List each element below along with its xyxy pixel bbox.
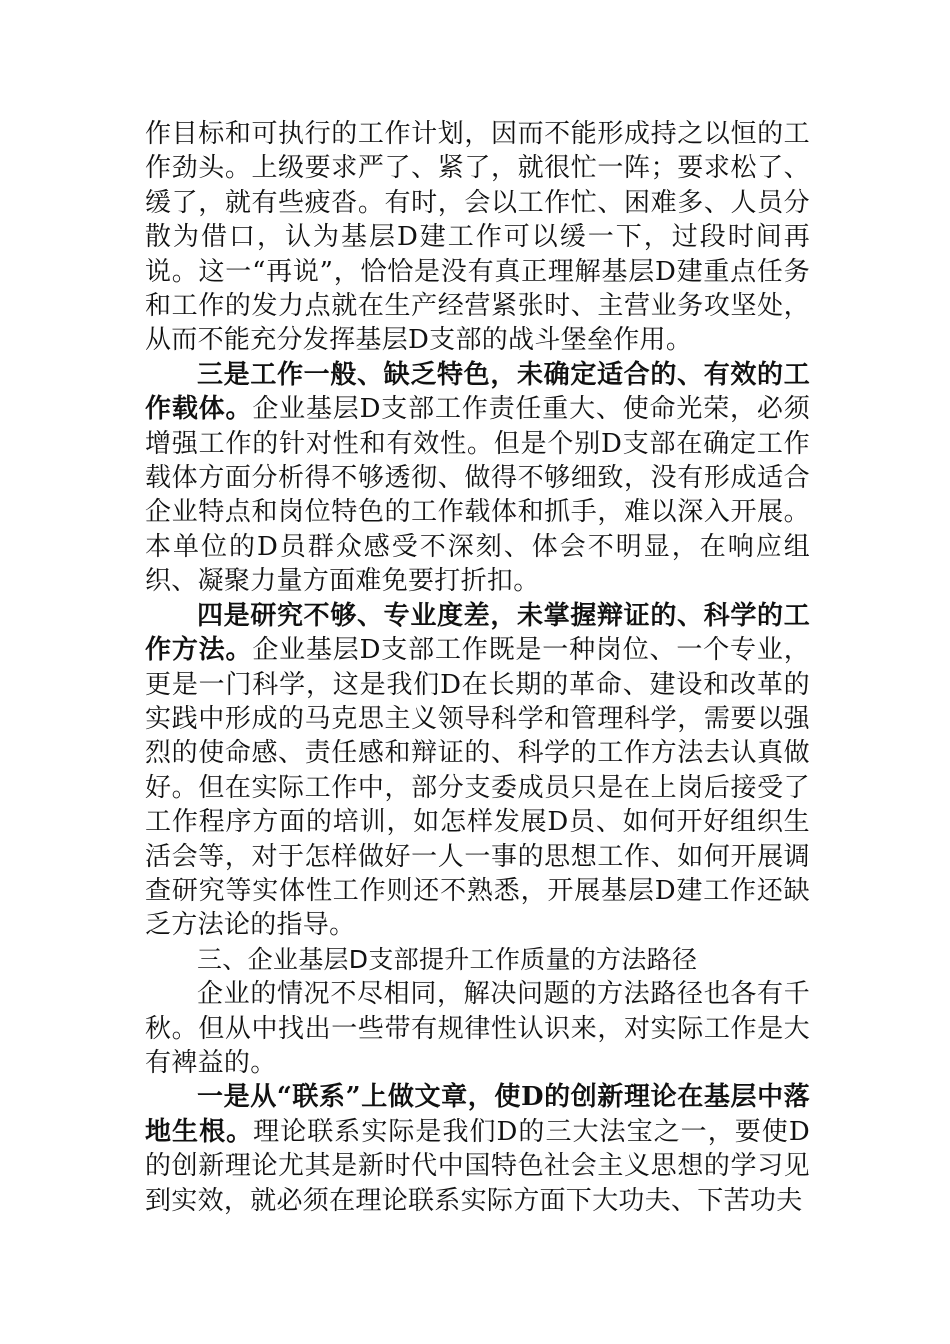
paragraph-text: 企业基层D支部工作责任重大、使命光荣，必须增强工作的针对性和有效性。但是个别D支部在确定工作载体方面分析得不够透彻、做得不够细致，没有形成适合企业特点和岗位特色的工作载体和抓手，难以深入开展。本单位的D员群众感受不深刻、体会不明显，在响应组织、凝聚力量方面难免要打折扣。 [145, 394, 810, 597]
paragraph-text: 理论联系实际是我们D的三大法宝之一，要使D的创新理论尤其是新时代中国特色社会主义思想的学习见到实效，就必须在理论联系实际方面下大功夫、下苦功夫 [145, 1116, 810, 1216]
paragraph-intro [145, 977, 810, 1080]
paragraph-lead-bold: 一是从“联系”上做文章，使D的创新理论在基层中落地生根。 [145, 1082, 810, 1147]
paragraph-point-one [145, 1080, 810, 1218]
document-body [145, 117, 810, 1218]
paragraph-text: 企业基层D支部工作既是一种岗位、一个专业，更是一门科学，这是我们D在长期的革命、建设和改革的实践中形成的马克思主义领导科学和管理科学，需要以强烈的使命感、责任感和辩证的、科学的工作方法去认真做好。但在实际工作中，部分支委成员只是在上岗后接受了工作程序方面的培训，如怎样发展D员、如何开好组织生活会等，对于怎样做好一人一事的思想工作、如何开展调查研究等实体性工作则还不熟悉，开展基层D建工作还缺乏方法论的指导。 [145, 635, 810, 941]
paragraph-point-three [145, 358, 810, 599]
paragraph-lead-bold: 三是工作一般、缺乏特色，未确定适合的、有效的工作载体。 [145, 359, 810, 425]
paragraph-continuation [145, 117, 810, 358]
section-heading-text: 三、企业基层D支部提升工作质量的方法路径 [197, 944, 698, 974]
section-heading [145, 943, 810, 977]
paragraph-point-four [145, 599, 810, 943]
paragraph-text: 企业的情况不尽相同，解决问题的方法路径也各有千秋。但从中找出一些带有规律性认识来，对实际工作是大有裨益的。 [145, 979, 810, 1078]
paragraph-lead-bold: 四是研究不够、专业度差，未掌握辩证的、科学的工作方法。 [145, 600, 810, 666]
paragraph-text: 作目标和可执行的工作计划，因而不能形成持之以恒的工作劲头。上级要求严了、紧了，就很忙一阵；要求松了、缓了，就有些疲沓。有时，会以工作忙、困难多、人员分散为借口，认为基层D建工作可以缓一下，过段时间再说。这一“再说”，恰恰是没有真正理解基层D建重点任务和工作的发力点就在生产经营紧张时、主营业务攻坚处，从而不能充分发挥基层D支部的战斗堡垒作用。 [145, 119, 810, 356]
